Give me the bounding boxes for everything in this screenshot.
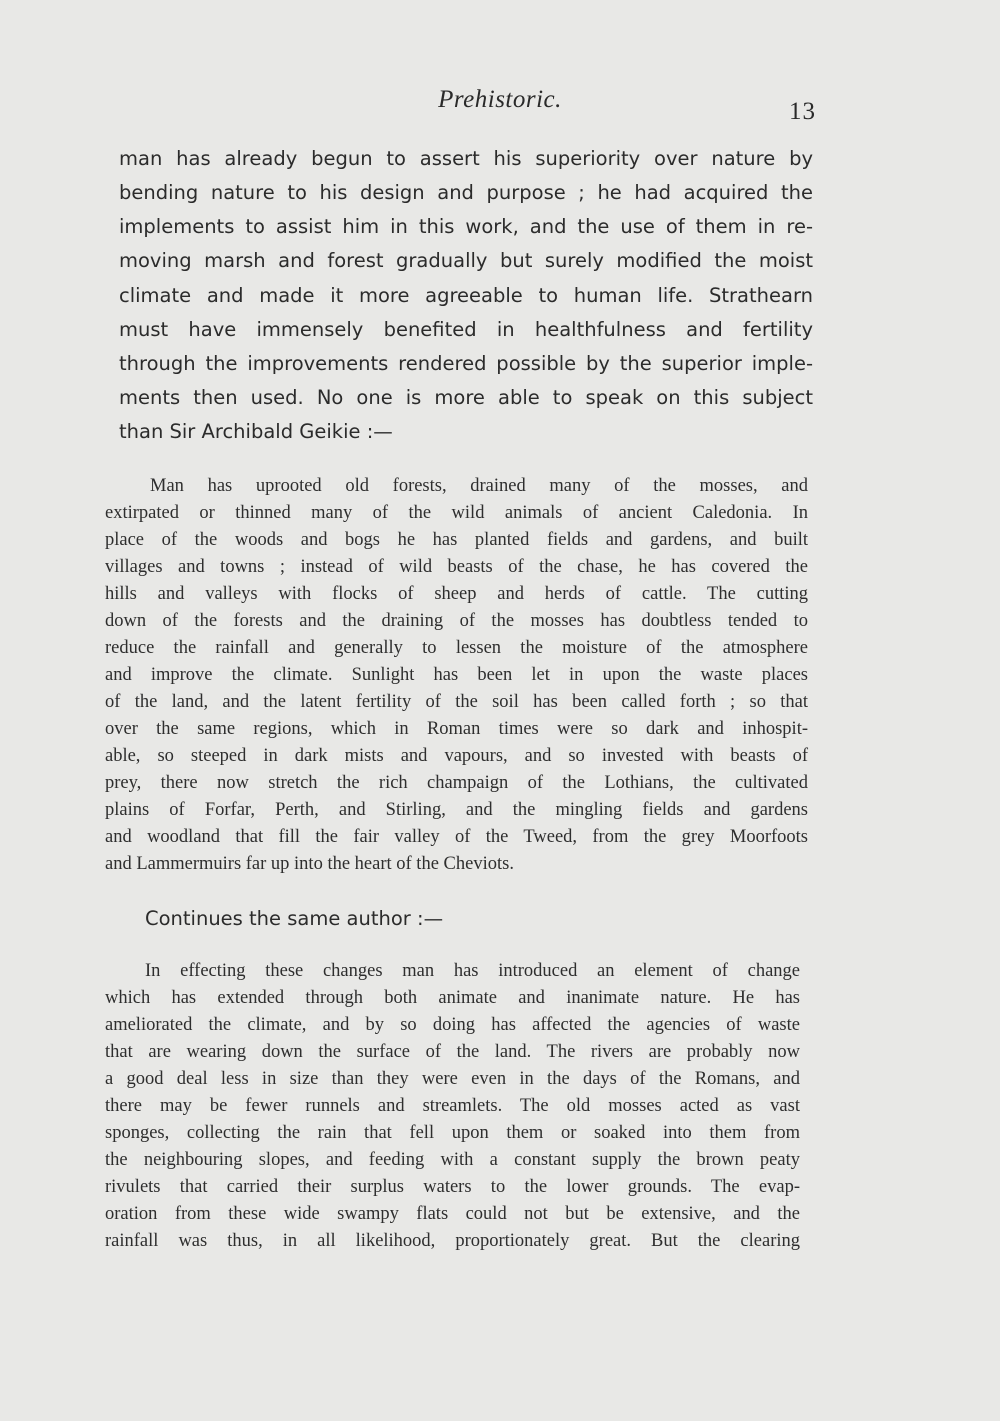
text-line: moving marsh and forest gradually but surely modified the moist	[119, 249, 813, 272]
quote-line: villages and towns ; instead of wild beasts of the chase, he has covered the	[105, 557, 808, 577]
quote-line: and improve the climate. Sunlight has been let in upon the waste places	[105, 665, 808, 685]
quote-line: reduce the rainfall and generally to lessen the moisture of the atmosphere	[105, 638, 808, 658]
quote-line: place of the woods and bogs he has planted fields and gardens, and built	[105, 530, 808, 550]
quote-line: able, so steeped in dark mists and vapours, and so invested with beasts of	[105, 746, 808, 766]
quote-line: hills and valleys with flocks of sheep and herds of cattle. The cutting	[105, 584, 808, 604]
quote-line: rainfall was thus, in all likelihood, proportionately great. But the clearing	[105, 1231, 800, 1251]
text-line: bending nature to his design and purpose ; he had acquired the	[119, 181, 813, 204]
quote-line: a good deal less in size than they were even in the days of the Romans, and	[105, 1069, 800, 1089]
continues-line: Continues the same author :—	[145, 907, 444, 930]
running-title: Prehistoric.	[438, 86, 562, 113]
quote-line: prey, there now stretch the rich champaign of the Lothians, the cultivated	[105, 773, 808, 793]
text-line: than Sir Archibald Geikie :—	[119, 420, 393, 443]
quote-line: In effecting these changes man has introduced an element of change	[145, 961, 800, 981]
quote-line: over the same regions, which in Roman times were so dark and inhospit-	[105, 719, 808, 739]
quote-line: of the land, and the latent fertility of the soil has been called forth ; so that	[105, 692, 808, 712]
quote-line: that are wearing down the surface of the land. The rivers are probably now	[105, 1042, 800, 1062]
quote-line: the neighbouring slopes, and feeding with a constant supply the brown peaty	[105, 1150, 800, 1170]
quote-line: and Lammermuirs far up into the heart of the Cheviots.	[105, 854, 514, 874]
text-line: through the improvements rendered possible by the superior imple-	[119, 352, 813, 375]
quote-line: extirpated or thinned many of the wild animals of ancient Caledonia. In	[105, 503, 808, 523]
quote-line: there may be fewer runnels and streamlets. The old mosses acted as vast	[105, 1096, 800, 1116]
quote-line: rivulets that carried their surplus waters to the lower grounds. The evap-	[105, 1177, 800, 1197]
text-line: must have immensely benefited in healthfulness and fertility	[119, 318, 813, 341]
quote-line: and woodland that fill the fair valley of the Tweed, from the grey Moorfoots	[105, 827, 808, 847]
quote-line: Man has uprooted old forests, drained many of the mosses, and	[150, 476, 808, 496]
text-line: ments then used. No one is more able to speak on this subject	[119, 386, 813, 409]
quote-line: down of the forests and the draining of the mosses has doubtless tended to	[105, 611, 808, 631]
text-line: implements to assist him in this work, and the use of them in re-	[119, 215, 813, 238]
quote-line: ameliorated the climate, and by so doing has affected the agencies of waste	[105, 1015, 800, 1035]
text-line: climate and made it more agreeable to human life. Strathearn	[119, 284, 813, 307]
page-number: 13	[789, 98, 816, 125]
quote-line: which has extended through both animate and inanimate nature. He has	[105, 988, 800, 1008]
quote-line: sponges, collecting the rain that fell upon them or soaked into them from	[105, 1123, 800, 1143]
text-line: man has already begun to assert his superiority over nature by	[119, 147, 813, 170]
quote-line: plains of Forfar, Perth, and Stirling, and the mingling fields and gardens	[105, 800, 808, 820]
quote-line: oration from these wide swampy flats could not but be extensive, and the	[105, 1204, 800, 1224]
